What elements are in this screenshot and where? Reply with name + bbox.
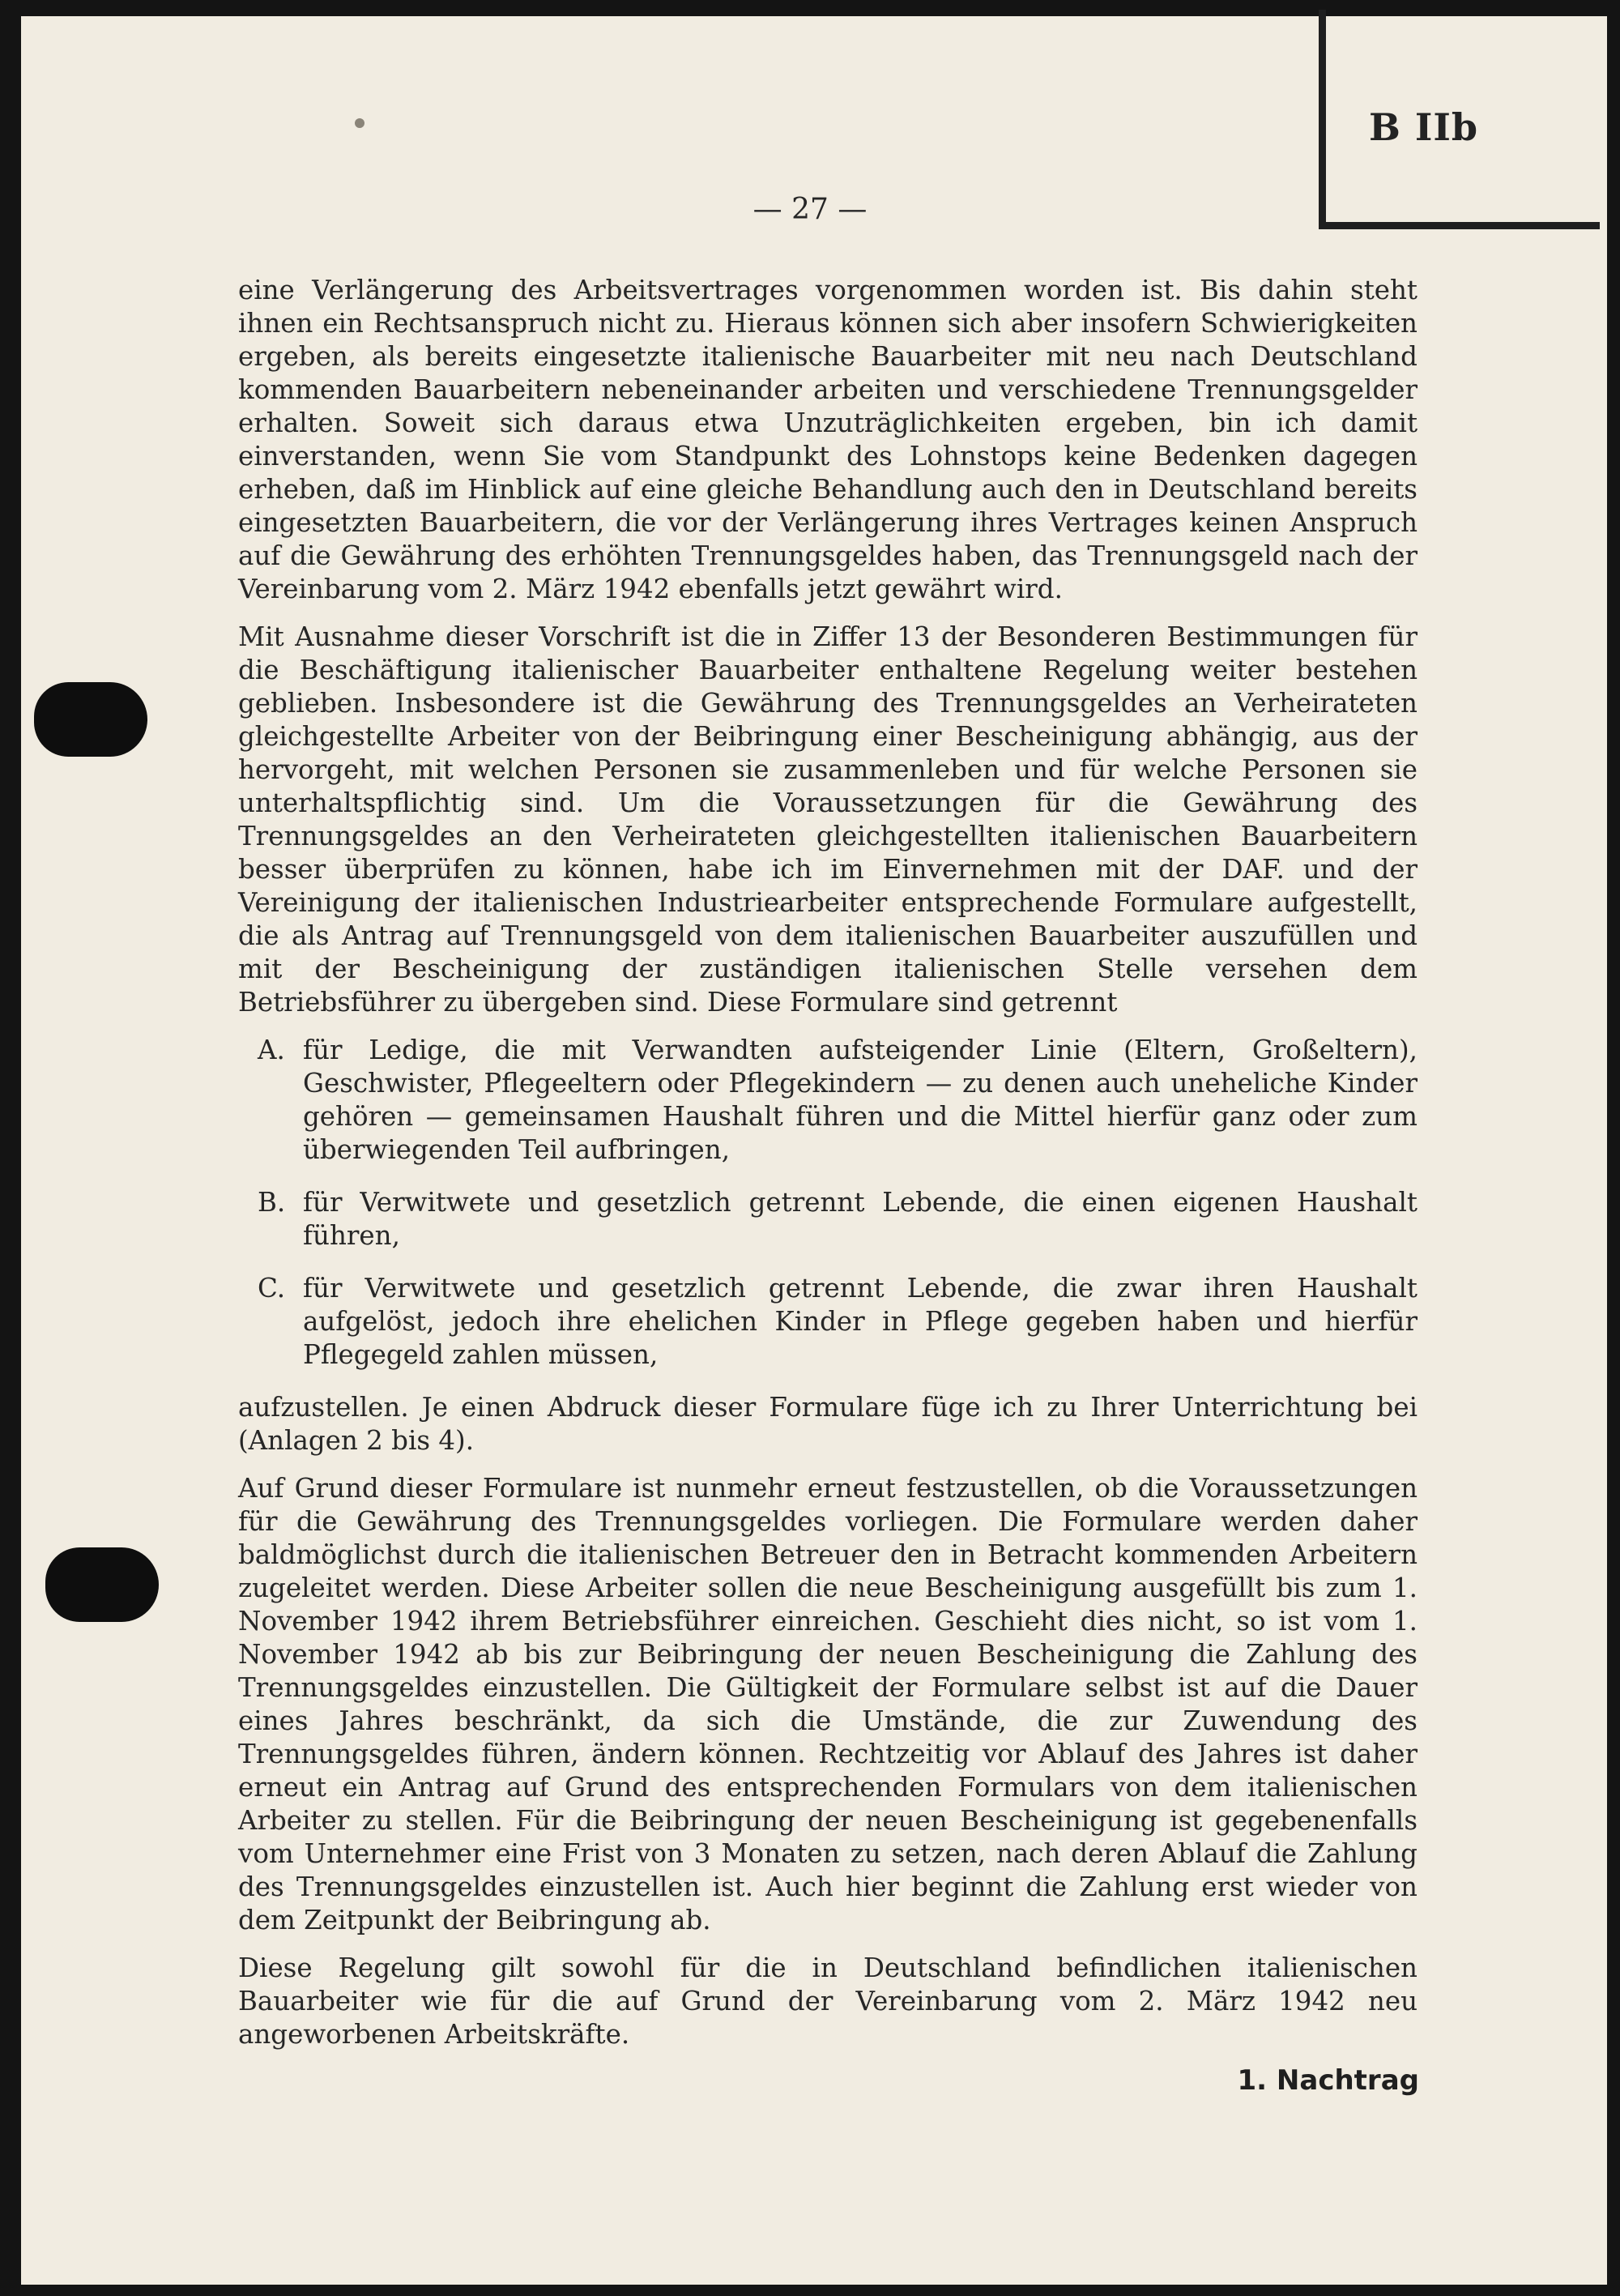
- punch-hole-top: [34, 682, 147, 757]
- list-item: [238, 1034, 1418, 1167]
- section-code: B IIb: [1369, 105, 1479, 149]
- paragraph: Auf Grund dieser Formulare ist nunmehr erneut festzustellen, ob die Voraussetzungen für die Gewährung des Trennungsgeldes vorliegen. Die Formulare werden daher baldmöglichst durch die italienischen Betreuer den in Betracht kommenden Arbeitern zugeleitet werden. Diese Arbeiter sollen die neue Bescheinigung ausgefüllt bis zum 1. November 1942 ihrem Betriebsführer einreichen. Geschieht dies nicht, so ist vom 1. November 1942 ab bis zur Beibringung der neuen Bescheinigung die Zahlung des Trennungsgeldes einzustellen. Die Gültigkeit der Formulare selbst ist auf die Dauer eines Jahres beschränkt, da sich die Umstände, die zur Zuwendung des Trennungsgeldes führen, ändern können. Rechtzeitig vor Ablauf des Jahres ist daher erneut ein Antrag auf Grund des entsprechenden Formulars von dem italienischen Arbeiter zu stellen. Für die Beibringung der neuen Bescheinigung ist gegebenenfalls vom Unternehmer eine Frist von 3 Monaten zu setzen, nach deren Ablauf die Zahlung des Trennungsgeldes einzustellen ist. Auch hier beginnt die Zahlung erst wieder von dem Zeitpunkt der Beibringung ab.: [238, 1473, 1418, 1935]
- page-number: — 27 —: [752, 193, 868, 226]
- paragraph: aufzustellen. Je einen Abdruck dieser Formulare füge ich zu Ihrer Unterrichtung bei (Anlagen 2 bis 4).: [238, 1392, 1418, 1456]
- paper-speck: [355, 118, 364, 128]
- list-item: [238, 1186, 1418, 1253]
- list-item-label: C.: [258, 1273, 286, 1304]
- punch-hole-bottom: [45, 1547, 159, 1622]
- supplement-label: 1. Nachtrag: [1237, 2064, 1419, 2097]
- list-item-label: A.: [258, 1035, 285, 1065]
- paragraph: eine Verlängerung des Arbeitsvertrages vorgenommen worden ist. Bis dahin steht ihnen ein Rechtsanspruch nicht zu. Hieraus können sich aber insofern Schwierigkeiten ergeben, als bereits eingesetzte italienische Bauarbeiter mit neu nach Deutschland kommenden Bauarbeitern nebeneinander arbeiten und verschiedene Trennungsgelder erhalten. Soweit sich daraus etwa Unzuträglichkeiten ergeben, bin ich damit einverstanden, wenn Sie vom Standpunkt des Lohnstops keine Bedenken dagegen erheben, daß im Hinblick auf eine gleiche Behandlung auch den in Deutschland bereits eingesetzten Bauarbeitern, die vor der Verlängerung ihres Vertrages keinen Anspruch auf die Gewährung des erhöhten Trennungsgeldes haben, das Trennungsgeld nach der Vereinbarung vom 2. März 1942 ebenfalls jetzt gewährt wird.: [238, 275, 1418, 604]
- paragraph: Diese Regelung gilt sowohl für die in Deutschland befindlichen italienischen Bauarbeiter wie für die auf Grund der Vereinbarung vom 2. März 1942 neu angeworbenen Arbeitskräfte.: [238, 1952, 1418, 2050]
- list-item-text: für Verwitwete und gesetzlich getrennt Lebende, die einen eigenen Haushalt führen,: [303, 1187, 1418, 1251]
- paragraph: Mit Ausnahme dieser Vorschrift ist die in Ziffer 13 der Besonderen Bestimmungen für die Beschäftigung italienischer Bauarbeiter enthaltene Regelung weiter bestehen geblieben. Insbesondere ist die Gewährung des Trennungsgeldes an Verheirateten gleichgestellte Arbeiter von der Beibringung einer Bescheinigung abhängig, aus der hervorgeht, mit welchen Personen sie zusammenleben und für welche Personen sie unterhaltspflichtig sind. Um die Voraussetzungen für die Gewährung des Trennungsgeldes an den Verheirateten gleichgestellten italienischen Bauarbeitern besser überprüfen zu können, habe ich im Einvernehmen mit der DAF. und der Vereinigung der italienischen Industriearbeiter entsprechende Formulare aufgestellt, die als Antrag auf Trennungsgeld von dem italienischen Bauarbeiter auszufüllen und mit der Bescheinigung der zuständigen italienischen Stelle versehen dem Betriebsführer zu übergeben sind. Diese Formulare sind getrennt: [238, 621, 1418, 1018]
- list-item: [238, 1272, 1418, 1372]
- list-item-label: B.: [258, 1187, 286, 1218]
- list-item-text: für Ledige, die mit Verwandten aufsteigender Linie (Eltern, Großeltern), Geschwister, Pflegeeltern oder Pflegekindern — zu denen auch uneheliche Kinder gehören — gemeinsamen Haushalt führen und die Mittel hierfür ganz oder zum überwiegenden Teil aufbringen,: [303, 1035, 1418, 1165]
- list-item-text: für Verwitwete und gesetzlich getrennt Lebende, die zwar ihren Haushalt aufgelöst, jedoch ihre ehelichen Kinder in Pflege gegeben haben und hierfür Pflegegeld zahlen müssen,: [303, 1273, 1418, 1370]
- body-text: [238, 274, 1418, 2066]
